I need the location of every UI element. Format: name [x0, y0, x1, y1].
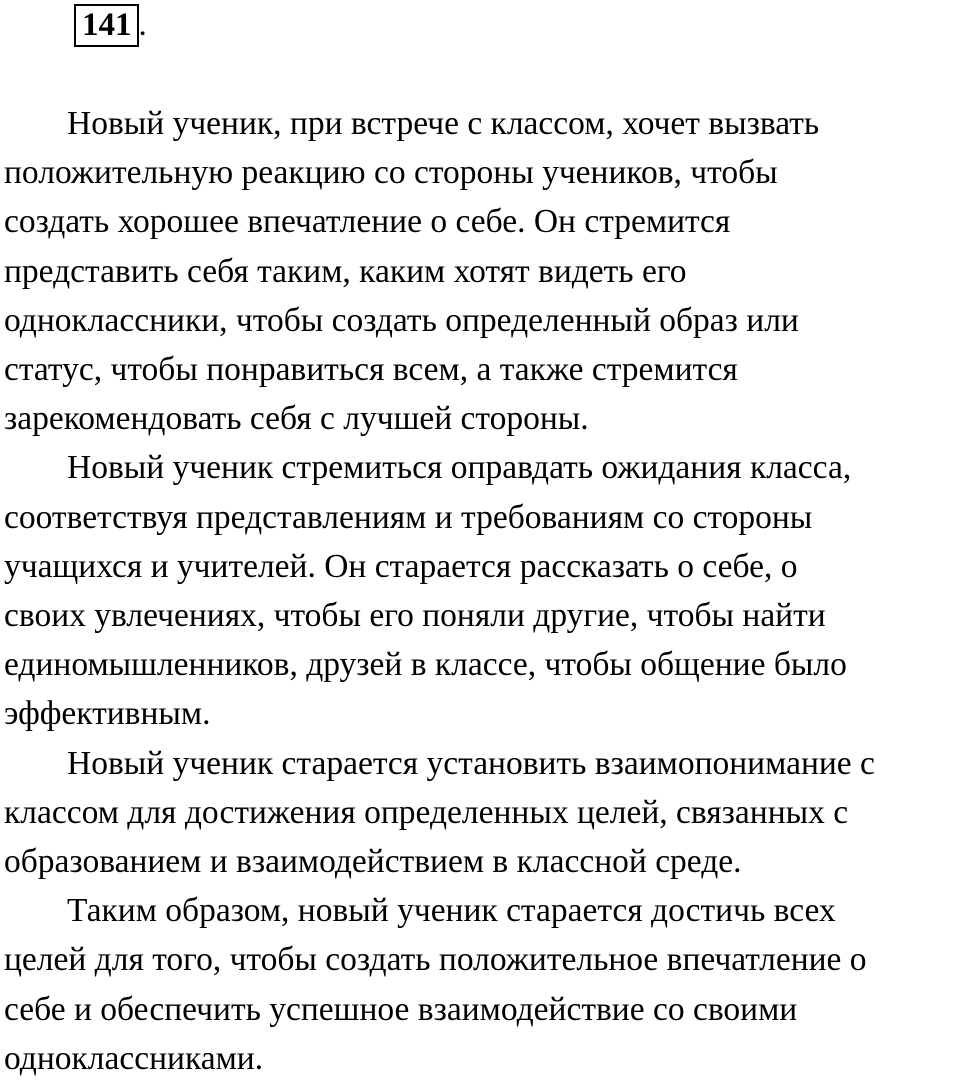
exercise-number-box: 141	[74, 4, 139, 47]
text-line: статус, чтобы понравиться всем, а также стремится	[4, 351, 738, 389]
paragraph-2	[4, 443, 960, 738]
text-line: соответствуя представлениям и требованиям со стороны	[4, 498, 813, 536]
text-line: представить себя таким, каким хотят видеть его	[4, 252, 687, 290]
exercise-number	[74, 4, 147, 47]
text-line: классом для достижения определенных целей, связанных с	[4, 793, 849, 831]
answer-text	[4, 99, 960, 1083]
paragraph-3	[4, 739, 960, 887]
text-line: Новый ученик стремиться оправдать ожидания класса,	[67, 449, 852, 487]
text-line: Новый ученик, при встрече с классом, хочет вызвать	[67, 105, 820, 142]
text-line: одноклассниками.	[4, 1039, 264, 1077]
text-line: Новый ученик старается установить взаимопонимание с	[67, 744, 875, 782]
text-line: эффективным.	[4, 695, 211, 733]
text-line: своих увлечениях, чтобы его поняли другие, чтобы найти	[4, 597, 826, 635]
text-line: зарекомендовать себя с лучшей стороны.	[4, 400, 589, 438]
text-line: учащихся и учителей. Он старается рассказать о себе, о	[4, 547, 798, 585]
text-line: себе и обеспечить успешное взаимодействие со своими	[4, 990, 798, 1028]
paragraph-1	[4, 99, 960, 443]
text-line: одноклассники, чтобы создать определенный образ или	[4, 301, 799, 339]
text-line: Таким образом, новый ученик старается достичь всех	[67, 892, 836, 930]
text-line: образованием и взаимодействием в классной среде.	[4, 843, 742, 881]
text-line: единомышленников, друзей в классе, чтобы общение было	[4, 646, 847, 684]
paragraph-4	[4, 886, 960, 1083]
text-line: положительную реакцию со стороны учеников, чтобы	[4, 154, 778, 192]
text-line: целей для того, чтобы создать положительное впечатление о	[4, 941, 867, 979]
exercise-number-dot: .	[138, 7, 147, 43]
text-line: создать хорошее впечатление о себе. Он стремится	[4, 203, 731, 241]
